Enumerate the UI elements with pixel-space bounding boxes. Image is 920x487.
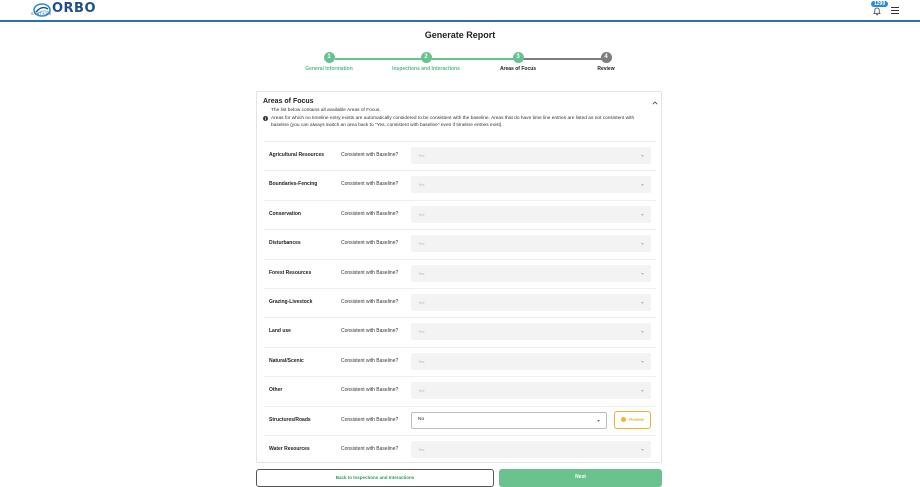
areas-of-focus-card bbox=[256, 91, 662, 463]
area-name: Land use bbox=[269, 328, 291, 335]
select-value: No bbox=[418, 417, 425, 423]
top-bar bbox=[0, 0, 920, 22]
baseline-select[interactable] bbox=[411, 382, 651, 399]
step-number: 1 bbox=[324, 52, 335, 63]
chevron-down-icon bbox=[641, 390, 644, 392]
step-label: Inspections and Interactions bbox=[392, 66, 460, 72]
select-value: Yes bbox=[418, 241, 425, 247]
brand-sub: SYSTEMS bbox=[31, 12, 52, 16]
chevron-down-icon bbox=[641, 449, 644, 451]
next-button[interactable]: Next bbox=[499, 469, 662, 487]
chevron-down-icon bbox=[641, 302, 644, 304]
select-value: Yes bbox=[418, 300, 425, 305]
step-number: 4 bbox=[601, 52, 612, 63]
section-title: Areas of Focus bbox=[263, 98, 314, 105]
area-name: Grazing-Livestock bbox=[269, 299, 313, 305]
step-number: 2 bbox=[421, 52, 432, 63]
review-dot-icon bbox=[621, 417, 626, 422]
chevron-down-icon bbox=[641, 184, 644, 186]
area-row-water-resources bbox=[264, 435, 656, 464]
section-intro: The list below contains all available Areas of Focus. bbox=[271, 107, 381, 113]
chevron-down-icon bbox=[641, 214, 644, 216]
baseline-select[interactable] bbox=[411, 206, 651, 223]
menu-icon[interactable] bbox=[891, 7, 899, 14]
page-title: Generate Report bbox=[424, 30, 496, 40]
area-question: Consistent with Baseline? bbox=[341, 210, 399, 217]
select-value: Yes bbox=[418, 329, 425, 335]
baseline-select[interactable] bbox=[411, 294, 651, 311]
select-value: Yes bbox=[418, 447, 425, 452]
baseline-select[interactable] bbox=[411, 412, 607, 429]
area-question: Consistent with Baseline? bbox=[341, 387, 399, 394]
area-name: Boundaries-Fencing bbox=[269, 181, 318, 188]
area-name: Other bbox=[269, 387, 283, 394]
step-inspections[interactable] bbox=[381, 52, 471, 72]
select-value: Yes bbox=[418, 270, 425, 276]
area-row-structures-roads bbox=[264, 406, 656, 435]
baseline-select[interactable] bbox=[411, 323, 651, 340]
chevron-down-icon bbox=[641, 155, 644, 157]
area-row-conservation bbox=[264, 200, 656, 229]
area-name: Natural/Scenic bbox=[269, 357, 304, 364]
area-question: Consistent with Baseline? bbox=[341, 328, 399, 335]
baseline-select[interactable] bbox=[411, 265, 651, 282]
step-label: General Information bbox=[305, 66, 353, 72]
area-row-other bbox=[264, 376, 656, 405]
review-button[interactable] bbox=[614, 411, 651, 429]
area-question: Consistent with Baseline? bbox=[341, 269, 399, 276]
step-number: 3 bbox=[513, 52, 524, 63]
step-general-information[interactable] bbox=[284, 52, 374, 72]
chevron-down-icon bbox=[597, 420, 600, 422]
area-question: Consistent with Baseline? bbox=[341, 416, 399, 423]
area-row-land-use bbox=[264, 317, 656, 346]
bell-icon[interactable] bbox=[872, 6, 882, 16]
area-row-grazing-livestock bbox=[264, 288, 656, 317]
notification-badge: 1299 bbox=[871, 1, 888, 7]
area-row-boundaries-fencing bbox=[264, 170, 656, 199]
baseline-select[interactable] bbox=[411, 441, 651, 458]
step-label: Areas of Focus bbox=[499, 66, 537, 72]
area-question: Consistent with Baseline? bbox=[341, 181, 399, 188]
chevron-up-icon[interactable] bbox=[652, 101, 658, 105]
area-question: Consistent with Baseline? bbox=[341, 240, 399, 247]
area-name: Conservation bbox=[269, 210, 301, 217]
back-button[interactable]: Back to Inspections and Interactions bbox=[256, 469, 494, 487]
chevron-down-icon bbox=[641, 361, 644, 363]
area-question: Consistent with Baseline? bbox=[341, 152, 399, 158]
area-name: Water Resources bbox=[269, 446, 310, 452]
area-row-agricultural-resources bbox=[264, 141, 656, 170]
stepper bbox=[290, 52, 640, 76]
area-name: Disturbances bbox=[269, 240, 301, 247]
baseline-select[interactable] bbox=[411, 235, 651, 252]
review-button-label: Review bbox=[629, 417, 644, 423]
chevron-down-icon bbox=[641, 273, 644, 275]
info-text-block bbox=[263, 115, 653, 129]
area-name: Forest Resources bbox=[269, 269, 312, 276]
chevron-down-icon bbox=[641, 331, 644, 333]
select-value: Yes bbox=[418, 182, 425, 188]
step-review[interactable] bbox=[561, 52, 651, 72]
info-icon bbox=[263, 116, 268, 121]
baseline-select[interactable] bbox=[411, 176, 651, 193]
area-row-natural-scenic bbox=[264, 347, 656, 376]
area-row-forest-resources bbox=[264, 259, 656, 288]
baseline-select[interactable] bbox=[411, 147, 651, 164]
baseline-select[interactable] bbox=[411, 353, 651, 370]
step-areas-of-focus[interactable] bbox=[473, 52, 563, 72]
select-value: Yes bbox=[418, 153, 425, 158]
area-question: Consistent with Baseline? bbox=[341, 299, 399, 305]
area-name: Agricultural Resources bbox=[269, 152, 325, 158]
brand-name: ORBO bbox=[52, 0, 97, 16]
area-name: Structures/Roads bbox=[269, 416, 311, 423]
chevron-down-icon bbox=[641, 243, 644, 245]
select-value: Yes bbox=[418, 388, 425, 394]
info-text: Areas for which no timeline entry exists are automatically considered to be consistent with the baseline. Areas that do have time line entries are listed as not consistent with baseline (you can always switch an area back to "Yes, consistent with baseline" even if timeline entries exist). bbox=[271, 116, 635, 128]
step-label: Review bbox=[597, 66, 615, 72]
select-value: Yes bbox=[418, 358, 425, 364]
area-question: Consistent with Baseline? bbox=[341, 446, 399, 452]
select-value: Yes bbox=[418, 211, 425, 217]
area-question: Consistent with Baseline? bbox=[341, 357, 399, 364]
area-row-disturbances bbox=[264, 229, 656, 258]
